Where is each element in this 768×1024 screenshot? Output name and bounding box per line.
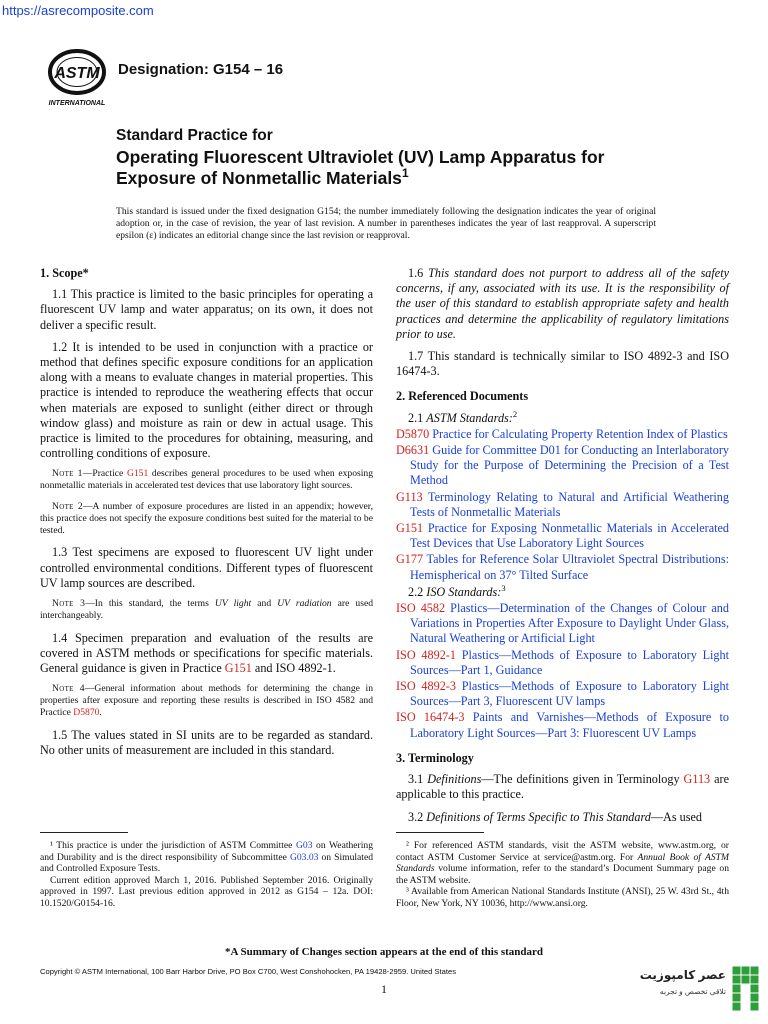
para-1-3: 1.3 Test specimens are exposed to fluorescent UV light under controlled environmental conditions. Different types of fluorescent UV lamp sources are described. xyxy=(40,545,373,590)
title-line-3: Exposure of Nonmetallic Materials$^1$ xyxy=(116,166,409,188)
link-g151[interactable]: G151 xyxy=(224,661,252,676)
iso-reference-list xyxy=(396,601,729,741)
logo-text: ASTM xyxy=(54,65,100,82)
title-footnote-mark: 1 xyxy=(401,166,409,181)
iso-standards-label: 2.2 ISO Standards:$^3$ xyxy=(408,582,506,599)
section-terminology-heading: 3. Terminology xyxy=(396,750,474,765)
link-d5870[interactable]: D5870 xyxy=(73,706,100,718)
para-1-2: 1.2 It is intended to be used in conjunction with a practice or method that defines specific exposure conditions for an application along with a means to evaluate changes in material properties. This practice is intended to reproduce the weathering effects that occur when materials are exposed to sunlight (either direct or through window glass) and moisture as rain or dew in actual usage. This practice is limited to the procedures for obtaining, measuring, and controlling conditions of exposure. xyxy=(40,339,373,461)
title-block xyxy=(116,127,676,189)
link-g151[interactable]: G151 xyxy=(126,468,149,480)
section-scope-heading: 1. Scope* xyxy=(40,266,89,280)
link-g03-03[interactable]: G03.03 xyxy=(289,851,319,863)
note-2: Note 2—A number of exposure procedures are listed in an appendix; however, this practice does not specify the exposure conditions best suited for the material to be tested. xyxy=(40,501,373,536)
para-1-5: 1.5 The values stated in SI units are to be regarded as standard. No other units of measurement are included in this standard. xyxy=(40,727,373,757)
footnote-2: ² For referenced ASTM standards, visit the ASTM website, www.astm.org, or contact ASTM Customer Service at service@astm.org. For Annual Book of ASTM Standards volume information, refer to the standard’s Document Summary page on the ASTM website. xyxy=(396,840,729,886)
para-1-7: 1.7 This standard is technically similar to ISO 4892-3 and ISO 16474-3. xyxy=(396,349,729,379)
designation: Designation: G154 – 16 xyxy=(118,61,284,78)
reference-item[interactable]: ISO 4892-1 Plastics—Methods of Exposure to Laboratory Light Sources—Part 1, Guidance xyxy=(396,647,730,677)
brand-name: عصر کامپوزیت xyxy=(639,968,726,982)
footnote-3: ³ Available from American National Standards Institute (ANSI), 25 W. 43rd St., 4th Floor, New York, NY 10036, http://www.ansi.org. xyxy=(396,886,729,909)
left-column xyxy=(40,266,373,765)
note-1: Note 1—Practice G151 describes general procedures to be used when exposing nonmetallic materials in accelerated test devices that use laboratory light sources. xyxy=(40,468,373,492)
footnotes-left xyxy=(40,840,373,909)
brand-watermark xyxy=(634,960,764,1020)
link-g03[interactable]: G03 xyxy=(295,840,313,851)
copyright: Copyright © ASTM International, 100 Barr Harbor Drive, PO Box C700, West Conshohocken, PA 19428-2959. United States xyxy=(40,967,457,976)
reference-item[interactable]: G151 Practice for Exposing Nonmetallic Materials in Accelerated Test Devices that Use Laboratory Light Sources xyxy=(396,521,729,551)
para-3-2: 3.2 Definitions of Terms Specific to This Standard—As used xyxy=(408,809,702,824)
reference-item[interactable]: ISO 16474-3 Paints and Varnishes—Methods of Exposure to Laboratory Light Sources—Part 3: Fluorescent UV Lamps xyxy=(396,710,729,740)
footnotes-right xyxy=(396,840,729,909)
designation-intro: This standard is issued under the fixed designation G154; the number immediately following the designation indicates the year of original adoption or, in the case of revision, the year of last revision. A number in parentheses indicates the year of last reapproval. A superscript epsilon (ε) indicates an editorial change since the last revision or reapproval. xyxy=(116,206,656,241)
source-url[interactable]: https://asrecomposite.com xyxy=(2,3,154,18)
logo-subtext: INTERNATIONAL xyxy=(48,100,106,107)
note-4: Note 4—General information about methods for determining the change in properties after exposure and reporting these results is described in ISO 4582 and Practice D5870. xyxy=(40,683,374,718)
astm-standards-label: 2.1 ASTM Standards:$^2$ xyxy=(408,408,518,425)
title-line-1: Standard Practice for xyxy=(116,127,273,144)
brand-cube-icon xyxy=(730,964,762,1018)
section-referenced-documents-heading: 2. Referenced Documents xyxy=(396,389,529,404)
reference-item[interactable]: ISO 4892-3 Plastics—Methods of Exposure to Laboratory Light Sources—Part 3, Fluorescent UV lamps xyxy=(396,679,730,709)
para-1-6: 1.6 This standard does not purport to address all of the safety concerns, if any, associated with its use. It is the responsibility of the user of this standard to establish appropriate safety and health practices and determine the applicability of regulatory limitations prior to use. xyxy=(396,266,729,341)
astm-logo xyxy=(44,48,110,108)
reference-item[interactable]: D5870 Practice for Calculating Property Retention Index of Plastics xyxy=(396,426,728,441)
astm-logo-icon xyxy=(44,48,110,108)
reference-item[interactable]: D6631 Guide for Committee D01 for Conducting an Interlaboratory Study for the Purpose of Determining the Precision of a Test Method xyxy=(396,443,729,488)
footnote-rule-left xyxy=(40,832,128,833)
reference-item[interactable]: G113 Terminology Relating to Natural and Artificial Weathering Tests of Nonmetallic Materials xyxy=(396,489,729,519)
reference-item[interactable]: ISO 4582 Plastics—Determination of the Changes of Colour and Variations in Properties After Exposure to Daylight Under Glass, Natural Weathering or Artificial Light xyxy=(396,601,729,646)
link-g113[interactable]: G113 xyxy=(683,772,711,787)
para-3-1: 3.1 Definitions—The definitions given in Terminology G113 are applicable to this practice. xyxy=(396,772,729,802)
brand-tagline: تلاقی تخصص و تجربه xyxy=(659,987,726,996)
footnote-rule-right xyxy=(396,832,484,833)
page-number: 1 xyxy=(381,982,387,996)
footnote-1: ¹ This practice is under the jurisdiction of ASTM Committee G03 on Weathering and Durability and is the direct responsibility of Subcommittee G03.03 on Simulated and Controlled Exposure Tests. xyxy=(40,840,374,874)
note-3: Note 3—In this standard, the terms UV light and UV radiation are used interchangeably. xyxy=(40,598,374,621)
footnote-1-edition: Current edition approved March 1, 2016. Published September 2016. Originally approved in 1997. Last previous edition approved in 2012 as G154 – 12a. DOI: 10.1520/G0154-16. xyxy=(40,874,373,909)
para-1-1: 1.1 This practice is limited to the basic principles for operating a fluorescent UV lamp and water apparatus; on its own, it does not deliver a specific result. xyxy=(40,287,373,332)
reference-item[interactable]: G177 Tables for Reference Solar Ultraviolet Spectral Distributions: Hemispherical on 37° Tilted Surface xyxy=(396,552,729,582)
right-column xyxy=(396,266,729,832)
title-line-2: Operating Fluorescent Ultraviolet (UV) Lamp Apparatus for xyxy=(116,147,605,167)
astm-reference-list xyxy=(396,427,729,583)
para-1-4: 1.4 Specimen preparation and evaluation of the results are covered in ASTM methods or specifications for specific materials. General guidance is given in Practice G151 and ISO 4892-1. xyxy=(40,630,373,676)
summary-of-changes-notice: *A Summary of Changes section appears at the end of this standard xyxy=(224,946,544,958)
